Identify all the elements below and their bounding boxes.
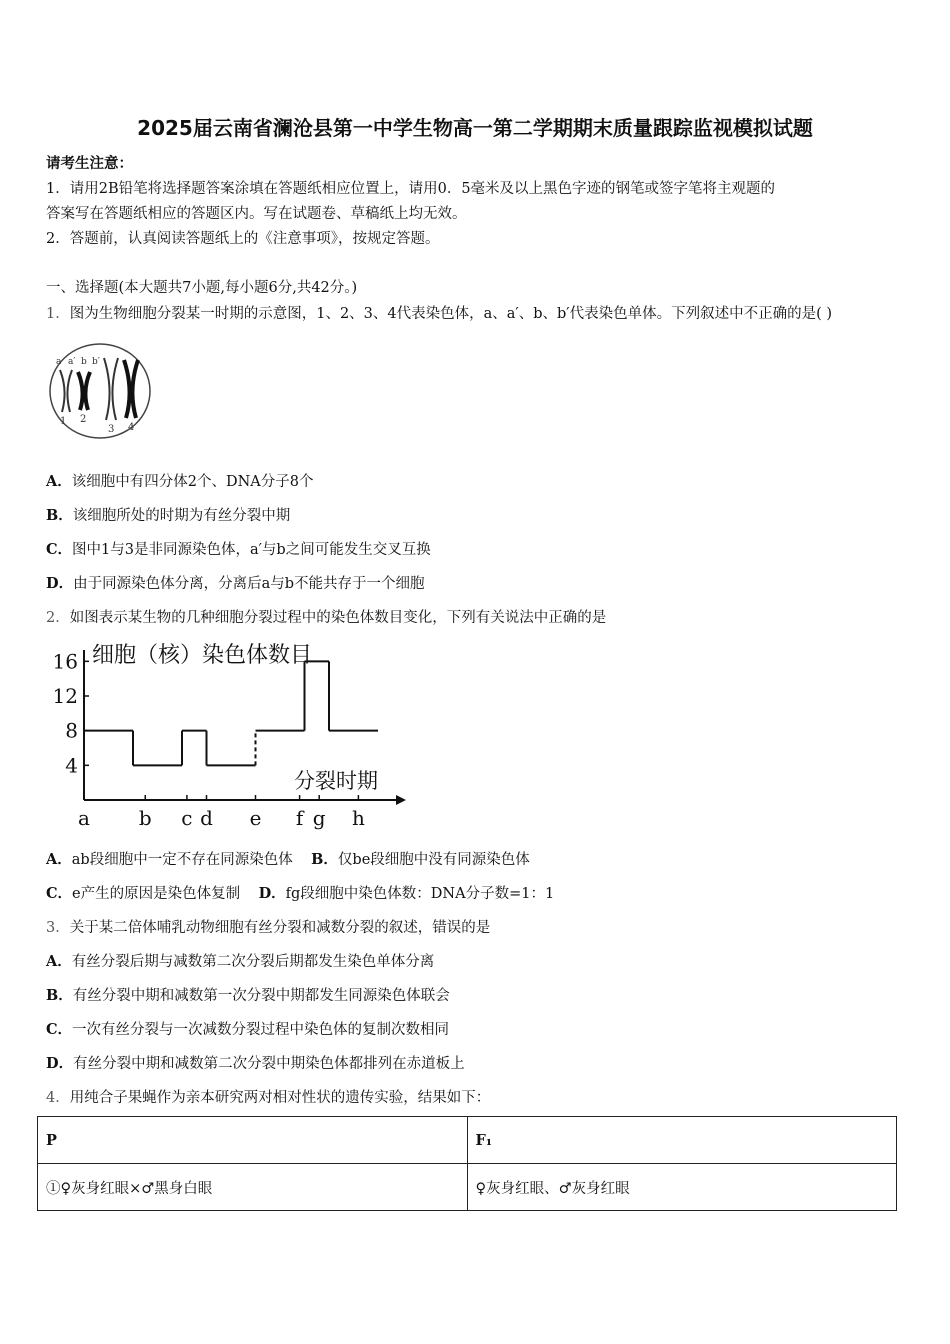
label-a: a	[56, 357, 62, 367]
table-cell: ♀灰身红眼、♂灰身红眼	[467, 1164, 897, 1211]
question-2-stem	[46, 606, 606, 627]
option-text: 仅be段细胞中没有同源染色体	[337, 852, 530, 868]
y-tick-label: 4	[65, 753, 78, 778]
q2-options-row-2	[46, 882, 554, 903]
q1-option-d	[46, 572, 425, 593]
option-letter: A．	[46, 851, 72, 868]
q1-option-a	[46, 470, 314, 491]
chromosome-count-chart	[46, 634, 406, 834]
x-tick-label: b	[138, 806, 152, 830]
question-number: 4．	[46, 1090, 70, 1106]
header-cell-p: P	[38, 1117, 468, 1164]
chart-title: 细胞（核）染色体数目	[92, 643, 313, 668]
y-tick-label: 16	[52, 649, 78, 674]
option-text: fg段细胞中染色体数：DNA分子数=1：1	[285, 886, 555, 902]
y-tick-label: 8	[65, 718, 78, 743]
question-4-stem	[46, 1086, 490, 1107]
chromosome-4	[124, 360, 138, 418]
option-text: 有丝分裂中期和减数第一次分裂中期都发生同源染色体联会	[72, 988, 450, 1004]
notice-item-2: 2．答题前，认真阅读答题纸上的《注意事项》，按规定答题。	[46, 231, 440, 247]
option-letter: D．	[258, 885, 286, 902]
option-text: 一次有丝分裂与一次减数分裂过程中染色体的复制次数相同	[72, 1022, 450, 1038]
chromosome-3	[104, 358, 118, 420]
option-letter: B．	[311, 851, 338, 868]
option-letter: D．	[46, 575, 74, 592]
q3-option-d	[46, 1052, 465, 1073]
chromosome-diagram	[46, 334, 156, 444]
option-letter: A．	[46, 473, 72, 490]
option-text: 有丝分裂中期和减数第二次分裂中期染色体都排列在赤道板上	[73, 1056, 465, 1072]
x-axis-label: 分裂时期	[294, 769, 378, 793]
table-cell: ①♀灰身红眼×♂黑身白眼	[38, 1164, 468, 1211]
question-text: 用纯合子果蝇作为亲本研究两对相对性状的遗传实验，结果如下：	[69, 1090, 491, 1106]
question-number: 2．	[46, 610, 70, 626]
option-text: ab段细胞中一定不存在同源染色体	[71, 852, 293, 868]
q3-option-a	[46, 950, 434, 971]
option-text: 该细胞中有四分体2个、DNA分子8个	[71, 474, 314, 490]
x-tick-label: d	[200, 806, 213, 830]
x-tick-label: h	[351, 806, 365, 830]
label-b-prime: b′	[92, 357, 100, 367]
question-3-stem	[46, 916, 490, 937]
option-letter: A．	[46, 953, 72, 970]
notice-heading: 请考生注意：	[46, 155, 133, 172]
label-a-prime: a′	[68, 357, 76, 367]
cross-results-table	[37, 1116, 897, 1211]
y-tick-label: 12	[52, 684, 78, 708]
chromosome-2	[78, 372, 90, 410]
x-axis-arrow	[396, 795, 406, 805]
option-letter: B．	[46, 987, 73, 1004]
option-text: 图中1与3是非同源染色体，a′与b之间可能发生交叉互换	[72, 542, 431, 558]
option-text: 有丝分裂后期与减数第二次分裂后期都发生染色单体分离	[71, 954, 435, 970]
q1-option-c	[46, 538, 431, 559]
option-letter: C．	[46, 1021, 73, 1038]
question-1-stem	[46, 302, 832, 323]
question-number: 3．	[46, 920, 70, 936]
label-2: 2	[80, 414, 87, 425]
label-4: 4	[128, 422, 135, 433]
table-row	[38, 1164, 897, 1211]
header-cell-f1: F₁	[467, 1117, 897, 1164]
x-tick-label: a	[78, 806, 90, 830]
question-number: 1．	[46, 306, 70, 322]
option-text: e产生的原因是染色体复制	[72, 886, 241, 902]
option-letter: D．	[46, 1055, 74, 1072]
q3-option-c	[46, 1018, 449, 1039]
question-text: 如图表示某生物的几种细胞分裂过程中的染色体数目变化，下列有关说法中正确的是	[69, 610, 607, 626]
question-text: 图为生物细胞分裂某一时期的示意图，1、2、3、4代表染色体，a、a′、b、b′代表染色单体。下列叙述中不正确的是( )	[69, 306, 832, 322]
question-text: 关于某二倍体哺乳动物细胞有丝分裂和减数分裂的叙述，错误的是	[69, 920, 491, 936]
x-tick-label: g	[312, 806, 326, 830]
q2-options-row-1	[46, 848, 530, 869]
option-letter: C．	[46, 541, 73, 558]
x-tick-label: f	[295, 806, 304, 830]
x-tick-label: c	[181, 806, 193, 830]
option-text: 该细胞所处的时期为有丝分裂中期	[72, 508, 291, 524]
notice-item-1-line-1: 1．请用2B铅笔将选择题答案涂填在答题纸相应位置上，请用0．5毫米及以上黑色字迹的钢笔或签字笔将主观题的	[46, 181, 776, 197]
chromosome-1	[60, 370, 72, 412]
option-letter: B．	[46, 507, 73, 524]
page-title: 2025届云南省澜沧县第一中学生物高一第二学期期末质量跟踪监视模拟试题	[137, 116, 813, 140]
label-b: b	[81, 357, 87, 367]
q1-option-b	[46, 504, 290, 525]
option-letter: C．	[46, 885, 73, 902]
x-tick-label: e	[249, 806, 262, 830]
label-3: 3	[108, 424, 115, 435]
table-header-row	[38, 1117, 897, 1164]
q3-option-b	[46, 984, 450, 1005]
option-text: 由于同源染色体分离，分离后a与b不能共存于一个细胞	[73, 576, 425, 592]
label-1: 1	[60, 416, 67, 427]
notice-item-1-line-2: 答案写在答题纸相应的答题区内。写在试题卷、草稿纸上均无效。	[46, 206, 467, 222]
section-heading: 一、选择题(本大题共7小题,每小题6分,共42分。)	[46, 280, 358, 296]
